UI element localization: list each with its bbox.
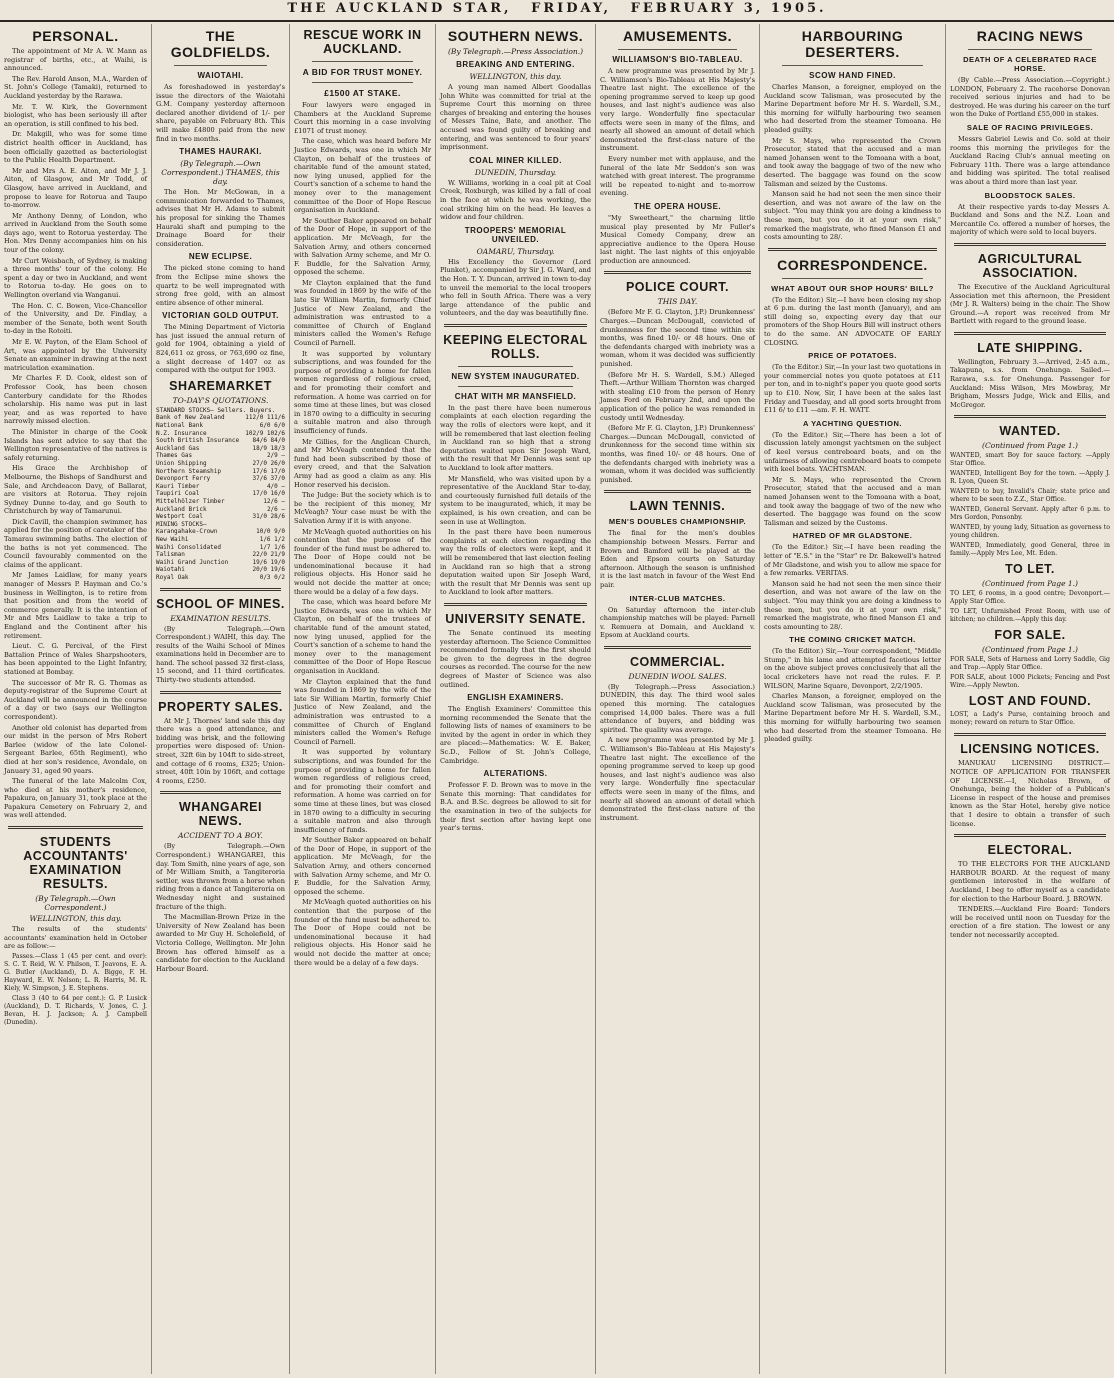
paragraph: The Hon. C. C. Bowen, Vice-Chancellor of the University, and Dr. Findlay, a member of the Senate, both went South to-day in the Rotoiti. xyxy=(4,301,147,336)
column-personal xyxy=(0,24,151,1374)
paragraph: The Hon. Mr McGowan, in a communication forwarded to Thames, advises that Mr H. Adams to submit his proposal for sinking the Thames Hauraki shaft and pumping to the Drainage Board for their consideration. xyxy=(156,188,285,248)
paragraph: The Minister in charge of the Cook Islands has sent advice to say that the Wellington representative of the natives is safely returning. xyxy=(4,427,147,462)
stock-row: South British Insurance 84/6 84/0 xyxy=(156,437,285,445)
paragraph: Manson said he had not seen the men since their desertion, and was not aware of the law on the subject. "You may think you are doing a kindness to these men, but you do it at your own risk," remarked the magistrate, who fined Manson £1 and costs amounting to 28/. xyxy=(764,579,941,631)
paragraph: (To the Editor.) Sir,—In your last two quotations in your commercial notes you quote potatoes at £11 per ton, and in to-night's paper you quote good sorts up to £10. Now, Sir, I have been at the sales last Friday and Tuesday, and all good sorts brought from £11 6/ to £11 —am. F. H. WATT. xyxy=(764,363,941,415)
paragraph: The English Examiners' Committee this morning recommended the Senate that the following lists of names of examiners to be invited by the agent in order in which they are placed:—Mathematics: W. E. Baker, Sc.D., Fellow of St. John's College, Cambridge. xyxy=(440,705,591,765)
classified-ad: WANTED, Intelligent Boy for the town. —Apply J. R. Lyon, Queen St. xyxy=(950,470,1110,486)
paragraph: Every number met with applause, and the funeral of the late Mr Seddon's son was watched with great interest. The programme will be repeated to-night and to-morrow evening. xyxy=(600,154,755,198)
paragraph: A new programme was presented by Mr J. C. Williamson's Bio-Tableau at His Majesty's Theatre last night. The excellence of the opening programme served to keep up good houses, and last night's audience was also very large. Wonderfully fine spectacular effects were seen in many of the films, and nearly all showed an amount of detail which demonstrated the first-class nature of the instrument. xyxy=(600,67,755,153)
paragraph: A young man named Albert Goodallas John White was committed for trial at the Supreme Court this morning on three charges of breaking and entering the houses of Messrs Taine, Bate, and another. The accused was found guilty of breaking and entering, and was sentenced to four years' imprisonment. xyxy=(440,83,591,152)
stock-row: Royal Oak 0/3 0/2 xyxy=(156,573,285,581)
subheading: (Continued from Page 1.) xyxy=(982,579,1078,589)
heading-shop-hours: WHAT ABOUT OUR SHOP HOURS' BILL? xyxy=(771,283,934,293)
paragraph: (To the Editor.) Sir,—I have been closing my shop at 6 p.m. during the last month (January), and am still doing so, expecting every day that our promoters of the Shop Hours Bill will instruct others to do the same. AN ADVOCATE OF EARLY CLOSING. xyxy=(764,295,941,347)
divider xyxy=(160,691,281,694)
paragraph: Mr Souther Baker appeared on behalf of the Door of Hope, in support of the application. Mr McVeagh, for the Salvation Army, and others concerned with Salvation Army scheme, and Mr O. F. Buddle, for the Salvation Army, opposed the scheme. xyxy=(294,836,431,896)
paragraph: A new programme was presented by Mr J. C. Williamson's Bio-Tableau at His Majesty's Theatre last night. The excellence of the opening programme served to keep up good houses, and last night's audience was also very large. Wonderfully fine spectacular effects were seen in many of the films, and nearly all showed an amount of detail which demonstrated the first-class nature of the instrument. xyxy=(600,736,755,822)
heading-lawn-tennis: LAWN TENNIS. xyxy=(629,499,726,514)
divider xyxy=(954,243,1106,246)
paragraph: MANUKAU LICENSING DISTRICT.—NOTICE OF APPLICATION FOR TRANSFER OF LICENSE.—I, Nicholas Brown, of Onehunga, being the holder of a Publican's License in respect of the house and premises known as the Star Hotel, hereby give notice that I desire to obtain a transfer of such license. xyxy=(950,759,1110,828)
column-amusements xyxy=(595,24,759,1374)
heading-racehorse-death: DEATH OF A CELEBRATED RACE HORSE. xyxy=(963,55,1097,73)
paragraph: Mr Clayton explained that the fund was founded in 1869 by the wife of the late Sir William Martin, formerly Chief Justice of New Zealand, and the administration was entrusted to a committee of Church of England ministers called the Women's Refuge Council of Parnell. xyxy=(294,677,431,746)
paragraph: As foreshadowed in yesterday's issue the directors of the Waiotahi G.M. Company yesterday afternoon declared another dividend of 1/- per share, payable on February 8th. This will make £4800 paid from the new find in two months. xyxy=(156,83,285,143)
column-southern-news xyxy=(435,24,595,1374)
paragraph: Charles Manson, a foreigner, employed on the Auckland scow Talisman, was prosecuted by the Marine Department before Mr H. S. Wardell, S.M., this morning for wilfully harbouring two seamen who had deserted from the steamer Tomoana. He pleaded guilty. xyxy=(764,83,941,134)
subheading: (Continued from Page 1.) xyxy=(982,645,1078,655)
stock-row: Auckland Gas 18/9 18/3 xyxy=(156,444,285,452)
subheading-stake: £1500 AT STAKE. xyxy=(324,88,401,98)
subheading-new-system: NEW SYSTEM INAUGURATED. xyxy=(451,371,580,381)
paragraph: TO THE ELECTORS FOR THE AUCKLAND HARBOUR BOARD. At the request of many gentlemen interested in the welfare of Auckland, I beg to offer myself as a candidate for election to the Harbour Board. J. BROWN. xyxy=(950,860,1110,903)
paragraph: (Before Mr F. G. Clayton, J.P.) Drunkenness' Charges.—Duncan McDougall, convicted of drunkenness for the second time within six months, was fined 10/- or 48 hours. One of the defendants charged with inebriety was a woman, whom it was decided was sufficiently punished. xyxy=(600,424,755,484)
heading-accountants: STUDENTS ACCOUNTANTS' EXAMINATION RESULTS. xyxy=(23,835,128,892)
byline: (By Telegraph.—Own Correspondent.) xyxy=(35,894,116,913)
paragraph: Mr. T. W. Kirk, the Government biologist, who has been seriously ill after an operation, is still confined to his bed. xyxy=(4,102,147,128)
classified-ad: TO LET, 6 rooms, in a good centre; Devonport.—Apply Star Office. xyxy=(950,590,1110,606)
column-goldfields xyxy=(151,24,289,1374)
subheading: TO-DAY'S QUOTATIONS. xyxy=(172,395,269,405)
paragraph: Four lawyers were engaged in Chambers at the Auckland Supreme Court this morning in a case involving £1071 of trust money. xyxy=(294,101,431,135)
paragraph: (By Telegraph.—Own Correspondent.) WAIHI, this day. The results of the Waihi School of Mines examinations held in December are to hand. The school passed 32 first-class, 15 second, and 11 third certificates. Thirty-two students attended. xyxy=(156,624,285,685)
heading-whangarei: WHANGAREI NEWS. xyxy=(179,800,262,829)
heading-english-examiners: ENGLISH EXAMINERS. xyxy=(467,693,564,703)
heading-bio-tableau: WILLIAMSON'S BIO-TABLEAU. xyxy=(612,55,743,64)
paragraph: Mr Charles F. D. Cook, eldest son of Professor Cook, has been chosen Canterbury candidate for the Rhodes scholarship. His name was put in last year, and as was reported to have narrowly missed election. xyxy=(4,374,147,426)
paragraph: (To the Editor.) Sir,—There has been a lot of discussion lately amongst yachtsmen on the subject of keel versus centreboard boats, and on the unfairness of allowing centreboard boats to compete with keel boats. YACHTSMAN. xyxy=(764,430,941,474)
heading-commercial: COMMERCIAL. xyxy=(629,654,726,669)
stock-row: Waiotahi 20/0 19/6 xyxy=(156,566,285,574)
heading-agricultural: AGRICULTURAL ASSOCIATION. xyxy=(977,251,1083,280)
masthead xyxy=(0,0,1114,22)
paragraph: At their respective yards to-day Messrs A. Buckland and Sons and the N.Z. Loan and Mercantile Co. offered a number of horses, the majority of which were sold to local buyers. xyxy=(950,202,1110,237)
paragraph: The picked stone coming to hand from the Eclipse mine shows the quartz to be well impregnated with strong free gold, with an almost entire absence of other mineral. xyxy=(156,264,285,307)
divider xyxy=(458,386,573,387)
subheading: THIS DAY. xyxy=(657,297,698,307)
stock-row: Auckland Brick 2/6 — xyxy=(156,505,285,513)
paragraph: Wellington, February 3.—Arrived, 2:45 a.m., Takapuna, s.s. from Onehunga. Sailed.—Rarawa, s.s. for Onehunga. Passenger for Auckland: Miss Wilson, Mrs Mowbray, Mr Brigham, Messrs Judge, Wick and Ellis, and McGregor. xyxy=(950,357,1110,409)
paragraph: Messrs Gabriel Lewis and Co. sold at their rooms this morning the privileges for the Auckland Racing Club's annual meeting on February 11th. There was a large attendance and bidding was spirited. The total realised was about a third more than last year. xyxy=(950,134,1110,186)
heading-yachting: A YACHTING QUESTION. xyxy=(803,418,902,428)
paragraph: Mr Anthony Denny, of London, who arrived in Auckland from the South some days ago, went to Rotorua yesterday. The Hon. Mrs Denny accompanies him on his tour of the colony. xyxy=(4,211,147,255)
for-sale-ads xyxy=(950,656,1110,690)
heading-scow-hand: SCOW HAND FINED. xyxy=(809,71,896,80)
wanted-ads xyxy=(950,452,1110,558)
divider xyxy=(444,603,587,606)
divider xyxy=(160,791,281,794)
paragraph: Manson said he had not seen the men since their desertion, and was not aware of the law on the subject. "You may think you are doing a kindness to these men, but you do it at your own risk," remarked the magistrate, who fined Manson £1 and costs amounting to 28/. xyxy=(764,190,941,242)
divider xyxy=(768,248,937,251)
paragraph: W. Williams, working in a coal pit at Coal Creek, Roxburgh, was killed by a fall of coal in the face at which he was working, the coal striking him on the head. He leaves a widow and four children. xyxy=(440,178,591,222)
heading-late-shipping: LATE SHIPPING. xyxy=(977,340,1083,355)
heading-victorian-gold: VICTORIAN GOLD OUTPUT. xyxy=(162,311,279,321)
paragraph: On Saturday afternoon the inter-club championship matches will be played: Parnell v. Remuera at Domain, and Auckland v. Epsom at Auckland courts. xyxy=(600,605,755,640)
paragraph: Passes.—Class 1 (45 per cent. and over): S. C. T. Reid, W. V. Philson, T. Jeavons, E. A. G. Butler (Auckland), D. A. Bigge, F. H. Hayward, E. W. Nelson; L. R. Harris, M. R. Kiely, W. Simpson, J. E. Stephens. xyxy=(4,952,147,992)
subheading: EXAMINATION RESULTS. xyxy=(170,613,271,623)
masthead-date: FEBRUARY 3, 1905. xyxy=(630,1,827,16)
divider xyxy=(174,65,267,66)
classified-ad: WANTED, General Servant. Apply after 6 p.m. to Mrs Gordon, Ponsonby. xyxy=(950,506,1110,522)
dateline: WELLINGTON, this day. xyxy=(469,72,562,81)
paragraph: The Executive of the Auckland Agricultural Association met this afternoon, the President (Mr J. R. Walters) being in the chair. The Show Ground.—A report was received from Mr Bartlett with regard to the ground lease. xyxy=(950,282,1110,326)
divider xyxy=(8,826,143,829)
divider xyxy=(312,82,413,83)
paragraph: Another old colonist has departed from our midst in the person of Mrs Robert Barlee (widow of the late Colonel-Sergeant Barlee, 65th Regiment), who died at her son's residence, Avondale, on January 31, aged 90 years. xyxy=(4,723,147,775)
divider xyxy=(444,324,587,327)
heading-harbouring-deserters: HARBOURING DESERTERS. xyxy=(801,28,904,60)
divider xyxy=(954,733,1106,736)
paragraph: Lieut. C. G. Percival, of the First Battalion Prince of Wales Sharpshooters, has been appointed to the Light Infantry, stationed at Bombay. xyxy=(4,642,147,676)
divider xyxy=(954,834,1106,837)
classified-ad: TO LET, Unfurnished Front Room, with use of kitchen; no children.—Apply this day. xyxy=(950,608,1110,624)
heading-rescue-work: RESCUE WORK IN AUCKLAND. xyxy=(303,28,422,56)
paragraph: At Mr J. Thornes' land sale this day there was a good attendance, and bidding was brisk, and the following properties were disposed of: Union-street, 32ft 6in by 104ft to side-street, and cottage of 6 rooms, £325; Union-street, 40ft 10in by 106ft, and cottage 4 rooms, £250. xyxy=(156,716,285,785)
heading-correspondence: CORRESPONDENCE. xyxy=(777,256,928,273)
heading-potatoes: PRICE OF POTATOES. xyxy=(808,351,897,361)
paragraph: His Grace the Archbishop of Melbourne, the Bishops of Sandhurst and Sale, and Archdeacon Davy, of Ballarat, are visitors at Rotorua. They rejoin Sydney Dunne to-day, and go South to Christchurch by way of Tamarunui. xyxy=(4,464,147,516)
dateline: WELLINGTON, this day. xyxy=(29,914,122,924)
heading-electoral: ELECTORAL. xyxy=(987,843,1073,858)
classified-ad: WANTED, by young lady, Situation as governess to young children. xyxy=(950,524,1110,540)
paragraph: Mr McVeagh quoted authorities on his contention that the purpose of the founder of the fund must be adhered to. The Door of Hope could not be undenominational because it had religious objects. His Honor said he would not decide the matter at once; there would be a delay of a few days. xyxy=(294,898,431,967)
heading-inter-club: INTER-CLUB MATCHES. xyxy=(629,593,726,603)
heading-cricket: THE COMING CRICKET MATCH. xyxy=(789,635,916,645)
stock-table xyxy=(156,407,285,521)
paragraph: The appointment of Mr A. W. Mann as registrar of births, etc., at Waihi, is announced. xyxy=(4,47,147,73)
paragraph: Dr. Makgill, who was for some time district health officer in Auckland, has been officially gazetted as bacteriologist to the Public Health Department. xyxy=(4,130,147,165)
heading-to-let: TO LET. xyxy=(1005,562,1055,577)
paragraph: (To the Editor.) Sir,—I have been reading the letter of "E.S." in the "Star" re Dr. Bakewell's hatred of Mr Gladstone, and wish you to allow me space for a few remarks. VERITAS. xyxy=(764,543,941,578)
stock-row: Taupiri Coal 17/0 16/0 xyxy=(156,490,285,498)
heading-university-senate: UNIVERSITY SENATE. xyxy=(445,611,586,626)
paragraph: Mr Curt Weisbach, of Sydney, is making a three months' tour of the colony. He spent a day or two in Auckland, and went to Rotorua to-day. He goes on to Wellington overland via Wanganui. xyxy=(4,256,147,300)
paragraph: Professor F. D. Brown was to move in the Senate this morning: That candidates for B.A. and B.Sc. degrees be allowed to sit for the examination in two of the subjects for their first section after having kept one year's terms. xyxy=(440,781,591,833)
dateline: DUNEDIN, Thursday. xyxy=(474,167,557,177)
divider xyxy=(160,588,281,591)
paragraph: The case, which was heard before Mr Justice Edwards, was one in which Mr Clayton, on behalf of the trustees of charitable fund of the amount stated, now lying unused, applied for the Court's sanction of a scheme to hand the money over to the management committee of the Door of Hope Rescue organisation in Auckland. xyxy=(294,137,431,215)
classified-ad: FOR SALE, about 1000 Pickets; Fencing and Post Wire.—Apply Newton. xyxy=(950,674,1110,690)
stock-row: Mittelhölzer Timber 12/6 — xyxy=(156,497,285,505)
paragraph: TENDERS.—Auckland Fire Board: Tenders will be received until noon on Tuesday for the erection of a fire station. The lowest or any tender not necessarily accepted. xyxy=(950,905,1110,939)
classified-ad: FOR SALE, Sets of Harness and Lorry Saddle, Gig and Trap.—Apply Star Office. xyxy=(950,656,1110,672)
paragraph: Dick Cavill, the champion swimmer, has applied for the position of caretaker of the Tamarau swimming baths. The election of the baths is not yet commenced. The Council favourably commented on the claims of the applicant. xyxy=(4,517,147,569)
heading-breaking-entering: BREAKING AND ENTERING. xyxy=(456,60,575,69)
paragraph: (By Telegraph.—Own Correspondent.) WHANGAREI, this day. Tom Smith, nine years of age, son of Mr William Smith, a Tangiteroria settler, was thrown from a horse when riding from a dance at Tangiteroria on Wednesday night and sustained fracture of the thigh. xyxy=(156,842,286,911)
heading-lost-found: LOST AND FOUND. xyxy=(968,694,1092,709)
heading-sharemarket: SHAREMARKET xyxy=(169,378,272,393)
stock-table-header: MINING STOCKS— xyxy=(156,520,207,528)
stock-row: Kauri Timber 4/0 — xyxy=(156,482,285,490)
divider xyxy=(618,49,737,50)
paragraph: In the past there have been numerous complaints at each election regarding the way the rolls of electors were kept, and it will be remembered that last election feeling in Auckland ran so high that a strong deputation waited upon Sir Joseph Ward, with the result that Mr Dennis was sent up to Auckland to look after matters. xyxy=(440,403,591,473)
dateline: OAMARU, Thursday. xyxy=(476,246,555,256)
heading-racing-news: RACING NEWS xyxy=(976,28,1084,44)
stock-row: New Waihi 1/6 1/2 xyxy=(156,535,285,543)
heading-coal-miner: COAL MINER KILLED. xyxy=(469,155,562,165)
paragraph: The successor of Mr R. G. Thomas as deputy-registrar of the Supreme Court at Auckland will be announced in the course of a day or two (says our Wellington correspondent). xyxy=(4,678,147,721)
paragraph: The Senate continued its meeting yesterday afternoon. The Science Committee recommended formally that the first should be given to the degrees in the degree courses as recorded. The course for the new degrees of Master of Science was also outlined. xyxy=(440,628,591,689)
paragraph: The Mining Department of Victoria has just issued the annual return of gold for 1904, obtaining a yield of 824,611 oz gross, or 763,690 oz fine, a slight decrease of 1407 oz as compared with the output for 1903. xyxy=(156,323,285,375)
stock-row: Waihi Consolidated 1/7 1/6 xyxy=(156,543,285,551)
divider xyxy=(604,646,751,649)
stock-row: National Bank 6/0 6/0 xyxy=(156,422,285,430)
heading-thames-hauraki: THAMES HAURAKI. xyxy=(179,147,262,157)
paragraph: It was supported by voluntary subscriptions, and was founded for the purpose of providing a home for fallen women regardless of religious creed, and for promoting their comfort and reformation. A home was carried on for some time at these lines, but was closed in 1870 owing to a difficulty in securing a suitable matron and also through insufficiency of funds. xyxy=(294,748,431,834)
lost-found-ads xyxy=(950,711,1110,727)
divider xyxy=(782,65,923,66)
byline: (By Telegraph.—Press Association.) xyxy=(447,47,584,56)
paragraph: In the past there have been numerous complaints at each election regarding the way the rolls of electors were kept, and it will be remembered that last election feeling in Auckland ran so high that a strong deputation waited upon Sir Joseph Ward, with the result that Mr Dennis was sent up to Auckland to look after matters. xyxy=(440,528,591,597)
subheading: DUNEDIN WOOL SALES. xyxy=(628,671,727,681)
paragraph: Mr S. Mays, who represented the Crown Prosecutor, stated that the accused and a man named Johansen went to the Tomoana with a boat, and took away the baggage of two of the new who deserted. The baggage was found on the scow Talisman and seized by the Customs. xyxy=(764,475,941,527)
stock-row: Talisman 22/0 21/9 xyxy=(156,551,285,559)
classified-ad: WANTED, Immediately, good General, three in family.—Apply Mrs Lee, Mt. Eden. xyxy=(950,542,1110,558)
paragraph: The Rev. Harold Anson, M.A., Warden of St. John's College (Tamaki), returned to Auckland yesterday by the Rarawa. xyxy=(4,74,147,100)
paragraph: Mr Mansfield, who was visited upon by a representative of the Auckland Star to-day, and courteously furnished full details of the system to be inaugurated, which, it may be explained, is his own creation, and can be seen in use at Wellington. xyxy=(440,474,591,526)
column-deserters-correspondence xyxy=(759,24,945,1374)
paragraph: Mr and Mrs A. E. Aiton, and Mr J. J. Aiton, of Glasgow, and Mr Todd, of Glasgow, have arrived in Auckland, and propose to leave for Rotorua and Taupo to-morrow. xyxy=(4,166,147,210)
paragraph: (Before Mr H. S. Wardell, S.M.) Alleged Theft.—Arthur William Thornton was charged with stealing £10 from the person of Henry James Ford on February 2nd, and upon the application of the police he was remanded in custody until Wednesday. xyxy=(600,370,755,422)
heading-personal: PERSONAL. xyxy=(32,28,119,44)
heading-for-sale: FOR SALE. xyxy=(994,628,1066,643)
heading-goldfields: THE GOLDFIELDS. xyxy=(170,28,271,60)
stock-row: Karangahake-Crown 10/0 9/0 xyxy=(156,528,285,536)
paragraph: Mr McVeagh quoted authorities on his contention that the purpose of the founder of the fund must be adhered to. The Door of Hope could not be undenominational because it had religious objects. His Honor said he would not decide the matter at once; there would be a delay of a few days. xyxy=(294,527,431,596)
heading-police-court: POLICE COURT. xyxy=(625,280,730,295)
divider xyxy=(954,415,1106,418)
heading-electoral-rolls: KEEPING ELECTORAL ROLLS. xyxy=(443,332,588,361)
classified-ad: LOST, a Lady's Purse, containing brooch and money; reward on return to Star Office. xyxy=(950,711,1110,727)
heading-new-eclipse: NEW ECLIPSE. xyxy=(188,252,253,262)
heading-troopers-memorial: TROOPERS' MEMORIAL UNVEILED. xyxy=(464,225,567,244)
heading-school-of-mines: SCHOOL OF MINES. xyxy=(156,596,285,611)
paragraph: Mr E. W. Payton, of the Elam School of Art, was appointed by the University Senate an examiner in drawing at the next matriculation examination. xyxy=(4,338,147,372)
classified-ad: WANTED, smart Boy for sauce factory. —Apply Star Office. xyxy=(950,452,1110,468)
paragraph: (By Cable.—Press Association.—Copyright.) LONDON, February 2. The racehorse Donovan received serious injuries and had to be destroyed. He was during his career on the turf won the Duke of Portland £55,000 in stakes. xyxy=(950,76,1110,119)
divider xyxy=(604,271,751,274)
stock-row: Devonport Ferry 37/6 37/0 xyxy=(156,475,285,483)
paragraph: Mr Souther Baker appeared on behalf of the Door of Hope, in support of the application. Mr McVeagh, for the Salvation Army, and others concerned with Salvation Army scheme, and Mr O. F. Buddle, for the Salvation Army, opposed the scheme. xyxy=(294,216,431,277)
heading-gladstone: HATRED OF MR GLADSTONE. xyxy=(792,531,913,541)
paragraph: "My Sweetheart," the charming little musical play presented by Mr Fuller's Musical Comedy Company, drew an appreciative audience to the Opera House last night. The last nights of this enjoyable production are announced. xyxy=(600,213,755,265)
heading-amusements: AMUSEMENTS. xyxy=(623,28,732,44)
paragraph: Mr Clayton explained that the fund was founded in 1869 by the wife of the late Sir William Martin, formerly Chief Justice of New Zealand, and the administration was entrusted to a committee of Church of England ministers called the Women's Refuge Council of Parnell. xyxy=(294,278,431,348)
classified-ad: WANTED to buy, Invalid's Chair; state price and where to be seen to Z.Z., Star Office. xyxy=(950,488,1110,504)
heading-wanted: WANTED. xyxy=(999,424,1061,439)
stock-row: Westport Coal 31/0 28/6 xyxy=(156,513,285,521)
subheading-chat: CHAT WITH MR MANSFIELD. xyxy=(454,391,577,401)
subheading: (Continued from Page 1.) xyxy=(982,441,1078,451)
paragraph: The final for the men's doubles championship between Messrs. Ferrar and Brown and Bamford will be played at the Eden and Epsom courts on Saturday afternoon. Although the season is unfinished it is the last match in favour of the West End pair. xyxy=(600,529,755,589)
column-rescue-work xyxy=(289,24,435,1374)
divider xyxy=(968,49,1092,50)
heading-opera-house: THE OPERA HOUSE. xyxy=(633,201,722,211)
divider xyxy=(604,490,751,493)
heading-waiotahi: WAIOTAHI. xyxy=(197,71,244,80)
column-racing-ads xyxy=(945,24,1114,1374)
heading-licensing: LICENSING NOTICES. xyxy=(960,742,1100,757)
to-let-ads xyxy=(950,590,1110,624)
stock-table-header: STANDARD STOCKS— Sellers. Buyers. xyxy=(156,406,276,414)
divider xyxy=(954,332,1106,335)
subheading: ACCIDENT TO A BOY. xyxy=(178,831,263,841)
subheading-trust-money: A BID FOR TRUST MONEY. xyxy=(302,67,423,77)
paragraph: (To the Editor.) Sir,—Your correspondent, "Middle Stump," in his lame and attempted facetious letter on the above subject proves conclusively that all the local cricketers have not read the rules. F. P. WILSON, Marine Square, Devonport, 2/2/1905. xyxy=(764,647,941,690)
paragraph: The Macmillan-Brown Prize in the University of New Zealand has been awarded to Mr Guy H. Scholefield, of Victoria College, Wellington. Mr John Brown has offered himself as a candidate for election to the Auckland Harbour Board. xyxy=(156,913,285,973)
stock-row: Thames Gas 2/9 — xyxy=(156,452,285,460)
paragraph: The results of the students' accountants' examination held in October are as follow:— xyxy=(4,925,147,951)
mining-stock-table xyxy=(156,521,285,582)
paragraph: It was supported by voluntary subscriptions, and was founded for the purpose of providing a home for fallen women regardless of religious creed, and for promoting their comfort and reformation. A home was carried on for some time at these lines, but was closed in 1870 owing to a difficulty in securing a suitable matron and also through insufficiency of funds. xyxy=(294,349,431,435)
divider xyxy=(782,278,923,279)
heading-property-sales: PROPERTY SALES. xyxy=(158,699,283,714)
paragraph: The funeral of the late Malcolm Cox, who died at his mother's residence, Papakura, on January 31, took place at the Papakura Cemetery on February 2, and was well attended. xyxy=(4,777,147,820)
heading-alterations: ALTERATIONS. xyxy=(483,769,548,779)
paragraph: Mr Gillies, for the Anglican Church, and Mr McVeagh contended that the fund had been subscribed by those of every creed, and that the Salvation Army had as good a claim as any. His Honor reserved his decision. xyxy=(294,437,431,489)
stock-row: N.Z. Insurance 102/9 102/6 xyxy=(156,429,285,437)
paragraph: The case, which was heard before Mr Justice Edwards, was one in which Mr Clayton, on behalf of the trustees of charitable fund of the amount stated, now lying unused, applied for the Court's sanction of a scheme to hand the money over to the management committee of the Door of Hope Rescue organisation in Auckland. xyxy=(294,598,431,675)
paragraph: (By Telegraph.—Press Association.) DUNEDIN, this day. The third wool sales opened this morning. The catalogues comprised 14,000 bales. There was a full attendance of buyers, and bidding was spirited. The quality was average. xyxy=(600,682,755,734)
paragraph: Mr James Laidlaw, for many years manager of Messrs P. Hayman and Co.'s business in Wellington, is to retire from that position and from the world of commerce generally. It is the intention of Mr and Mrs Laidlaw to take a trip to England and the Continent after his retirement. xyxy=(4,571,147,640)
stock-row: Union Shipping 27/0 26/0 xyxy=(156,460,285,467)
paragraph: The Judge: But the society which is to be the recipient of this money, Mr McVeagh? Your case must be with the Salvation Army if it is with anyone. xyxy=(294,491,431,525)
stock-row: Bank of New Zealand 112/0 111/6 xyxy=(156,414,285,422)
masthead-day: FRIDAY, xyxy=(531,1,612,16)
heading-southern-news: SOUTHERN NEWS. xyxy=(447,28,584,44)
paragraph: Mr S. Mays, who represented the Crown Prosecutor, stated that the accused and a man named Johansen went to the Tomoana with a boat, and took away the baggage of two of the new who deserted. The baggage was found on the scow Talisman and seized by the Customs. xyxy=(764,136,941,188)
paragraph: Class 3 (40 to 64 per cent.): G. P. Lusick (Auckland), D. T. Richards, V. Jones, C. J. Bevan, H. J. Jackson; A. J. Campbell (Dunedin). xyxy=(4,994,147,1026)
divider xyxy=(312,61,413,62)
stock-row: Northern Steamship 17/6 17/0 xyxy=(156,467,285,475)
heading-racing-privileges: SALE OF RACING PRIVILEGES. xyxy=(966,122,1094,132)
heading-mens-doubles: MEN'S DOUBLES CHAMPIONSHIP. xyxy=(608,517,747,527)
heading-bloodstock: BLOODSTOCK SALES. xyxy=(984,190,1076,200)
masthead-title: THE AUCKLAND STAR, xyxy=(287,1,512,16)
byline: (By Telegraph.—Own Correspondent.) THAMES, this day. xyxy=(161,159,280,187)
paragraph: Charles Manson, a foreigner, employed on the Auckland scow Talisman, was prosecuted by the Marine Department before Mr H. S. Wardell, S.M., this morning for wilfully harbouring two seamen who had deserted from the steamer Tomoana. He pleaded guilty. xyxy=(764,692,941,744)
stock-row: Waihi Grand Junction 19/6 19/0 xyxy=(156,558,285,566)
divider xyxy=(458,366,573,367)
paragraph: His Excellency the Governor (Lord Plunket), accompanied by Sir J. G. Ward, and the Hon. T. Y. Duncan, arrived in town to-day to unveil the memorial to the local troopers who fell in South Africa. There was a very large attendance of the public and volunteers, and the day was beautifully fine. xyxy=(440,257,591,318)
paragraph: (Before Mr F. G. Clayton, J.P.) Drunkenness' Charges.—Duncan McDougall, convicted of drunkenness for the second time within six months, was fined 10/- or 48 hours. One of the defendants charged with inebriety was a woman, whom it was decided was sufficiently punished. xyxy=(600,308,755,369)
